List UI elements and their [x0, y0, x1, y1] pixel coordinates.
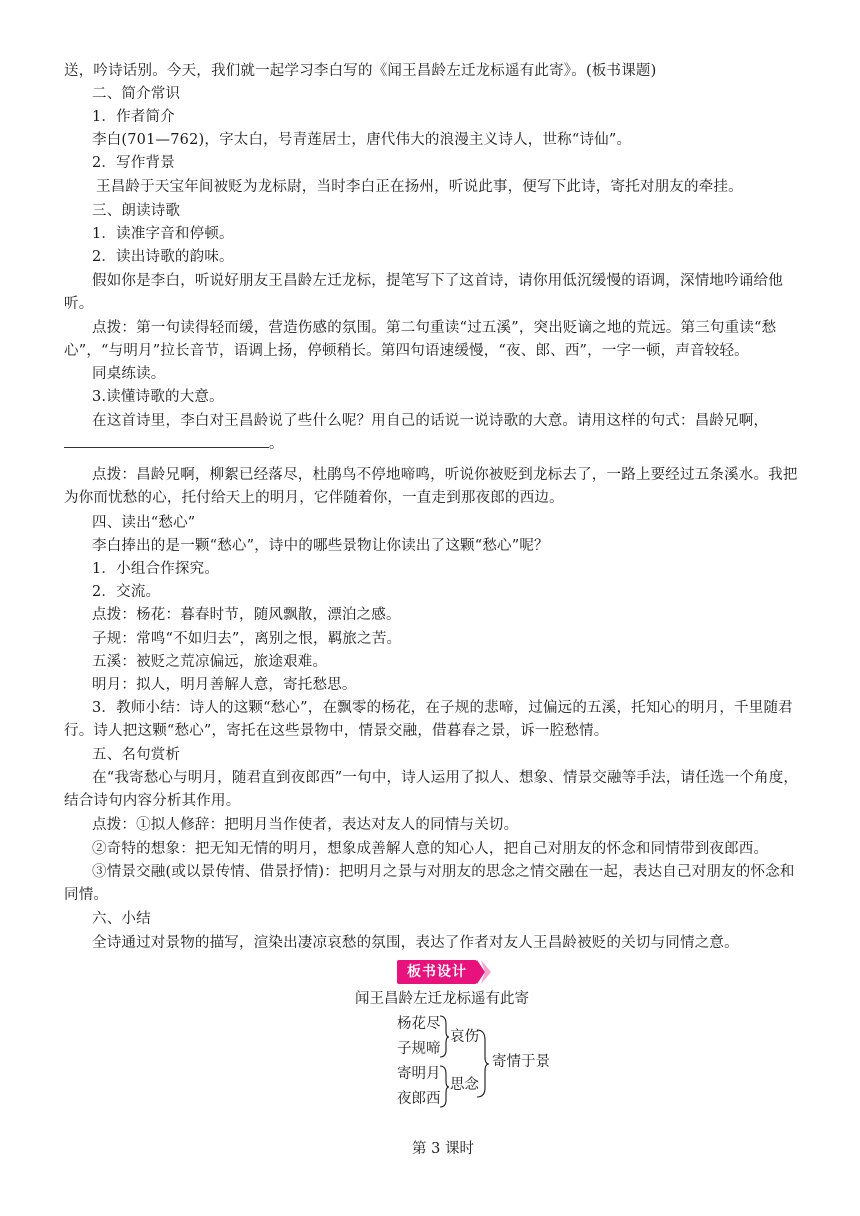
banner-label: 板书设计	[407, 964, 467, 980]
section-heading: 六、小结	[92, 911, 151, 927]
paragraph: 李白捧出的是一颗“愁心”，诗中的哪些景物让你读出了这颗“愁心”呢？	[92, 538, 549, 554]
paragraph: 点拨：昌龄兄啊，柳絮已经落尽，杜鹃鸟不停地啼鸣，听说你被贬到龙标去了，一路上要经过五条溪水。我把为你而忧愁的心，托付给天上的明月，它伴随着你，一直走到那夜郎的西边。	[64, 467, 798, 506]
brace-3	[477, 1030, 489, 1097]
board-line-4: 夜郎西	[397, 1091, 441, 1107]
paragraph: 在“我寄愁心与明月，随君直到夜郎西”一句中，诗人运用了拟人、想象、情景交融等手法，请任选一个角度，结合诗句内容分析其作用。	[64, 770, 799, 809]
board-title: 闻王昌龄左迁龙标遥有此寄	[355, 991, 529, 1007]
section-heading: 五、名句赏析	[92, 747, 181, 763]
list-item: 2．读出诗歌的韵味。	[92, 249, 234, 265]
paragraph: 假如你是李白，听说好朋友王昌龄左迁龙标，提笔写下了这首诗，请你用低沉缓慢的语调，深情地吟诵给他听。	[64, 273, 783, 312]
list-item: 3.读懂诗歌的大意。	[92, 389, 224, 405]
section-heading: 三、朗读诗歌	[92, 203, 181, 219]
paragraph: 点拨：杨花：暮春时节，随风飘散，漂泊之感。	[92, 607, 401, 623]
subheading: 1．作者简介	[92, 109, 175, 125]
period: 。	[269, 436, 284, 452]
paragraph: 子规：常鸣“不如归去”，离别之恨，羁旅之苦。	[92, 631, 402, 647]
board-line-2: 子规啼	[397, 1041, 441, 1057]
paragraph: ③情景交融(或以景传情、借景抒情)：把明月之景与对朋友的思念之情交融在一起，表达自己对朋友的怀念和同情。	[64, 864, 795, 903]
paragraph: 同桌练读。	[92, 366, 166, 382]
paragraph: 点拨：第一句读得轻而缓，营造伤感的氛围。第二句重读“过五溪”，突出贬谪之地的荒远。第三句重读“愁心”，“与明月”拉长音节，语调上扬，停顿稍长。第四句语速缓慢，“夜、郎、西”，一字一顿，声音较轻。	[64, 320, 777, 359]
paragraph: ②奇特的想象：把无知无情的明月，想象成善解人意的知心人，把自己对朋友的怀念和同情带到夜郎西。	[92, 841, 769, 857]
board-line-1: 杨花尽	[397, 1016, 441, 1032]
paragraph: 3．教师小结：诗人的这颗“愁心”，在飘零的杨花，在子规的悲啼，过偏远的五溪，托知心的明月，千里随君行。诗人把这颗“愁心”，寄托在这些景物中，情景交融，借暮春之景，诉一腔愁情。	[64, 700, 793, 739]
board-group-1: 哀伤	[450, 1029, 479, 1045]
board-line-3: 寄明月	[397, 1066, 441, 1082]
list-item: 1．小组合作探究。	[92, 561, 220, 577]
paragraph: 点拨：①拟人修辞：把明月当作使者，表达对友人的同情与关切。	[92, 817, 519, 833]
list-item: 1．读准字音和停顿。	[92, 226, 234, 242]
board-conclusion: 寄情于景	[492, 1054, 550, 1070]
paragraph: 五溪：被贬之荒凉偏远，旅途艰难。	[92, 654, 328, 670]
board-group-2: 思念	[450, 1077, 479, 1093]
brace-1	[440, 1016, 449, 1057]
paragraph: 全诗通过对景物的描写，渲染出凄凉哀愁的氛围，表达了作者对友人王昌龄被贬的关切与同情之意。	[92, 935, 739, 951]
paragraph: 李白(701—762)，字太白，号青莲居士，唐代伟大的浪漫主义诗人，世称“诗仙”。	[92, 132, 632, 148]
paragraph: 送，吟诗话别。今天，我们就一起学习李白写的《闻王昌龄左迁龙标遥有此寄》。(板书课题)	[64, 63, 657, 79]
brace-2	[440, 1066, 449, 1107]
section-heading: 二、简介常识	[92, 86, 181, 102]
paragraph: 明月：拟人，明月善解人意，寄托愁思。	[92, 677, 357, 693]
footer-lesson: 第 3 课时	[412, 1141, 474, 1157]
subheading: 2．写作背景	[92, 155, 175, 171]
paragraph: 王昌龄于天宝年间被贬为龙标尉，当时李白正在扬州，听说此事，便写下此诗，寄托对朋友的牵挂。	[96, 179, 743, 195]
paragraph: 在这首诗里，李白对王昌龄说了些什么呢？用自己的话说一说诗歌的大意。请用这样的句式：昌龄兄啊，	[92, 413, 769, 429]
section-heading: 四、读出“愁心”	[92, 515, 196, 531]
list-item: 2．交流。	[92, 584, 161, 600]
